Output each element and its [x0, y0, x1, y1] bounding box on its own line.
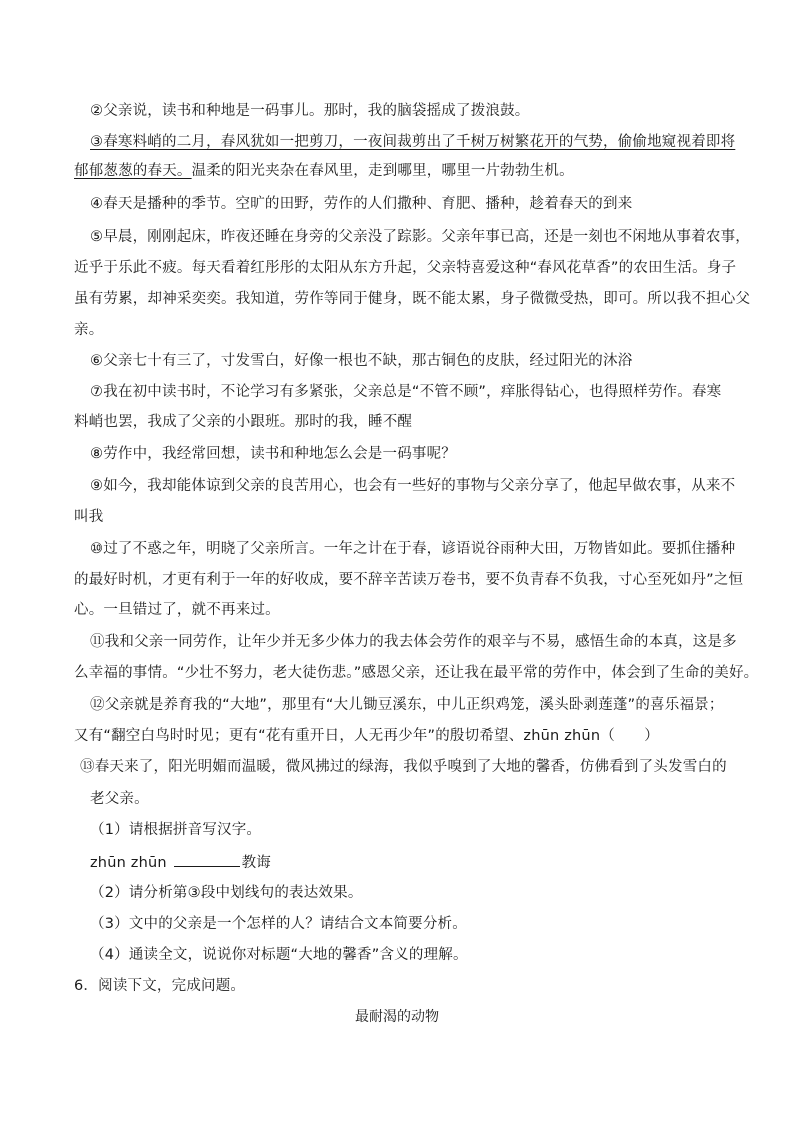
paragraph-7-line-2: 料峭也罢，我成了父亲的小跟班。那时的我，睡不醒	[74, 414, 413, 430]
paragraph-13-line-2: 老父亲。	[90, 791, 149, 807]
paragraph-5-line-3: 虽有劳累，却神采奕奕。我知道，劳作等同于健身，既不能太累，身子微微受热，即可。所以我不担心父	[74, 291, 751, 307]
section-6-heading: 6．阅读下文，完成问题。	[74, 978, 246, 994]
paragraph-9-line-2: 叫我	[74, 509, 104, 525]
paragraph-12-line-1: ⑫父亲就是养育我的“大地”，那里有“大儿锄豆溪东，中儿正织鸡笼，溪头卧剥莲蓬”的喜乐福景；	[90, 697, 724, 713]
paragraph-10-line-1: ⑩过了不惑之年，明晓了父亲所言。一年之计在于春，谚语说谷雨种大田，万物皆如此。要抓住播种	[90, 541, 736, 557]
paragraph-10-line-2: 的最好时机，才更有利于一年的好收成，要不辞辛苦读万卷书，要不负青春不负我，寸心至死如丹”之恒	[74, 572, 744, 588]
paragraph-10-line-3: 心。一旦错过了，就不再来过。	[74, 602, 280, 618]
answer-suffix: 教诲	[241, 855, 271, 871]
paragraph-5-line-2: 近乎于乐此不疲。每天看着红彤彤的太阳从东方升起，父亲特喜爱这种“春风花草香”的农田生活。身子	[74, 260, 737, 276]
question-1: （1）请根据拼音写汉字。	[90, 822, 262, 838]
question-4: （4）通读全文，说说你对标题“大地的馨香”含义的理解。	[90, 947, 468, 963]
paragraph-8: ⑧劳作中，我经常回想，读书和种地怎么会是一码事呢？	[90, 446, 456, 462]
underlined-sentence-end: 郁郁葱葱的春天。	[74, 163, 192, 179]
paragraph-7-line-1: ⑦我在初中读书时，不论学习有多紧张，父亲总是“不管不顾”，痒胀得钻心，也得照样劳作。春寒	[90, 384, 722, 400]
paragraph-12-line-2: 又有“翻空白鸟时时见；更有“花有重开日，人无再少年”的殷切希望、zhūn zhūn（ ）	[74, 728, 660, 744]
paragraph-13-line-1: ⑬春天来了，阳光明媚而温暖，微风拂过的绿海，我似乎嗅到了大地的馨香，仿佛看到了头发雪白的	[80, 759, 727, 775]
paragraph-3-rest: 温柔的阳光夹杂在春风里，走到哪里，哪里一片勃勃生机。	[191, 163, 574, 179]
paragraph-5-line-1: ⑤早晨，刚刚起床，昨夜还睡在身旁的父亲没了踪影。父亲年事已高，还是一刻也不闲地从事着农事，	[90, 229, 750, 245]
paragraph-4: ④春天是播种的季节。空旷的田野，劳作的人们撒种、育肥、播种，趁着春天的到来	[90, 196, 633, 212]
paragraph-9-line-1: ⑨如今，我却能体谅到父亲的良苦用心，也会有一些好的事物与父亲分享了，他起早做农事，从来不	[90, 478, 736, 494]
question-2: （2）请分析第③段中划线句的表达效果。	[90, 885, 363, 901]
question-3: （3）文中的父亲是一个怎样的人？请结合文本简要分析。	[90, 916, 467, 932]
paragraph-11-line-1: ⑪我和父亲一同劳作，让年少并无多少体力的我去体会劳作的艰辛与不易，感悟生命的本真，这是多	[90, 634, 737, 650]
article-title: 最耐渴的动物	[355, 1009, 439, 1025]
paragraph-2: ②父亲说，读书和种地是一码事儿。那时，我的脑袋摇成了拨浪鼓。	[90, 103, 530, 119]
paragraph-5-line-4: 亲。	[74, 322, 104, 338]
pinyin-text: zhūn zhūn	[90, 855, 167, 871]
paragraph-3-line-1: ③春寒料峭的二月，春风犹如一把剪刀，一夜间裁剪出了千树万树繁花开的气势，偷偷地窥视着即将	[90, 134, 736, 150]
question-1-answer-line	[90, 852, 271, 873]
paragraph-11-line-2: 么幸福的事情。“少壮不努力，老大徒伤悲。”感恩父亲，还让我在最平常的劳作中，体会到了生命的美好。	[74, 665, 759, 681]
paragraph-3-line-2	[74, 161, 574, 181]
paragraph-6: ⑥父亲七十有三了，寸发雪白，好像一根也不缺，那古铜色的皮肤，经过阳光的沐浴	[90, 353, 633, 369]
answer-blank[interactable]	[174, 852, 240, 867]
